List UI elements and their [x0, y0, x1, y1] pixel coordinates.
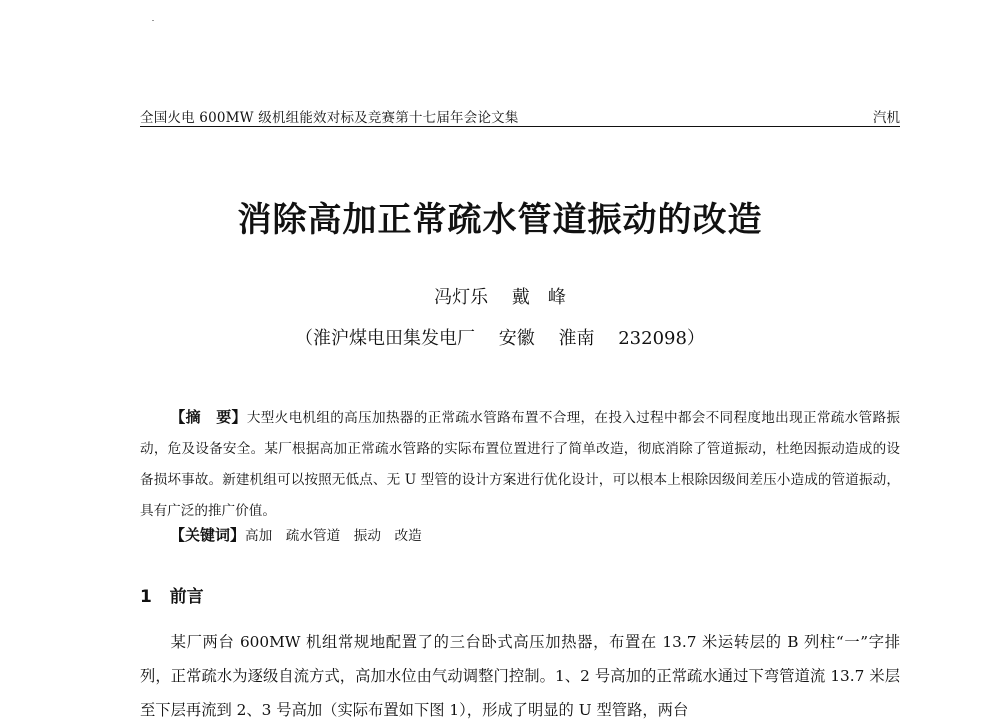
keywords-label: 【关键词】: [170, 526, 246, 544]
keywords: [170, 524, 422, 545]
abstract-text: 大型火电机组的高压加热器的正常疏水管路布置不合理，在投入过程中都会不同程度地出现正常疏水管路振动，危及设备安全。某厂根据高加正常疏水管路的实际布置位置进行了简单改造，彻底消除了管道振动，杜绝因振动造成的设备损坏事故。新建机组可以按照无低点、无 U 型管的设计方案进行优化设计，可以根本上根除因级间差压小造成的管道振动，具有广泛的推广价值。: [140, 410, 900, 519]
body-paragraph: [140, 625, 900, 727]
section-title: 前言: [169, 587, 204, 607]
section-heading: [140, 582, 204, 607]
running-header-title: 全国火电 600MW 级机组能效对标及竞赛第十七届年会论文集: [140, 110, 519, 126]
running-header-section: 汽机: [873, 110, 900, 126]
abstract: [140, 402, 900, 527]
scan-mark: [152, 20, 154, 21]
authors: 冯灯乐 戴 峰: [434, 287, 566, 308]
keywords-text: 高加 疏水管道 振动 改造: [245, 528, 422, 544]
body-paragraph-text: 某厂两台 600MW 机组常规地配置了的三台卧式高压加热器，布置在 13.7 米运转层的 B 列柱“一”字排列，正常疏水为逐级自流方式，高加水位由气动调整门控制。1、2 号高加的正常疏水通过下弯管道流 13.7 米层至下层再流到 2、3 号高加（实际布置如下图 1），形成了明显的 U 型管路，两台: [140, 633, 900, 719]
paper-title: 消除高加正常疏水管道振动的改造: [237, 200, 763, 240]
section-number: 1: [140, 587, 152, 607]
affiliation: （淮沪煤电田集发电厂 安徽 淮南 232098）: [295, 328, 705, 349]
abstract-label: 【摘 要】: [170, 408, 247, 426]
header-divider: [140, 126, 900, 127]
